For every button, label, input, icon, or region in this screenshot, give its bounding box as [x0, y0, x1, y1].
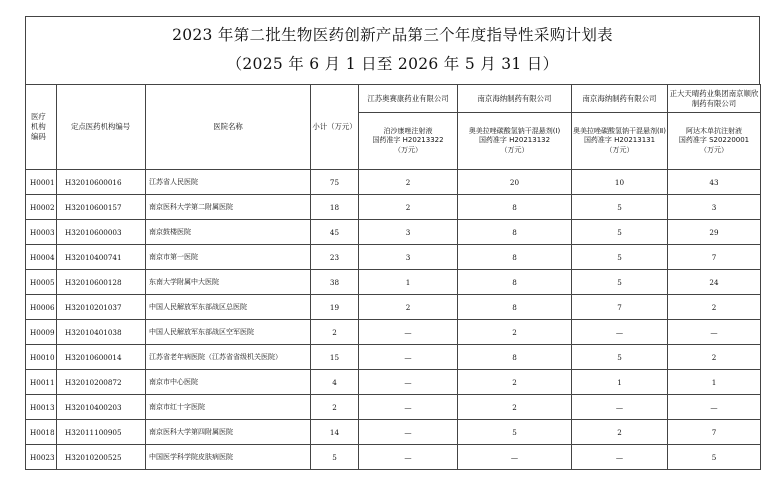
cell-amount: 24: [668, 270, 761, 295]
col-header-product: [359, 113, 458, 170]
cell-hospital-name: 江苏省人民医院: [146, 170, 311, 195]
cell-amount: 7: [572, 295, 668, 320]
cell-amount: —: [668, 395, 761, 420]
cell-amount: —: [359, 445, 458, 470]
cell-amount: 5: [572, 270, 668, 295]
cell-subtotal: 45: [311, 220, 359, 245]
cell-code: H0002: [26, 195, 57, 220]
cell-amount: 8: [458, 245, 572, 270]
cell-amount: 2: [458, 395, 572, 420]
cell-amount: 2: [359, 195, 458, 220]
cell-amount: 10: [572, 170, 668, 195]
cell-hospital-name: 南京市红十字医院: [146, 395, 311, 420]
cell-hospital-name: 南京市第一医院: [146, 245, 311, 270]
cell-inst-no: H32010200525: [57, 445, 146, 470]
cell-code: H0011: [26, 370, 57, 395]
product-approval: 国药准字 S20220001: [678, 136, 750, 145]
page-title: 2023 年第二批生物医药创新产品第三个年度指导性采购计划表: [172, 26, 613, 44]
table-row: [26, 170, 761, 195]
cell-code: H0003: [26, 220, 57, 245]
table-row: [26, 420, 761, 445]
table-row: [26, 345, 761, 370]
cell-inst-no: H32010200872: [57, 370, 146, 395]
cell-amount: —: [359, 395, 458, 420]
col-header-product: [572, 113, 668, 170]
cell-code: H0010: [26, 345, 57, 370]
cell-hospital-name: 东南大学附属中大医院: [146, 270, 311, 295]
cell-inst-no: H32010600016: [57, 170, 146, 195]
table-row: [26, 220, 761, 245]
cell-hospital-name: 江苏省老年病医院（江苏省省级机关医院）: [146, 345, 311, 370]
title-block: [25, 16, 760, 84]
cell-inst-no: H32010400741: [57, 245, 146, 270]
cell-hospital-name: 中国人民解放军东部战区总医院: [146, 295, 311, 320]
cell-code: H0001: [26, 170, 57, 195]
table-row: [26, 370, 761, 395]
col-header-company: 南京海纳制药有限公司: [572, 85, 668, 113]
cell-amount: 8: [458, 220, 572, 245]
cell-inst-no: H32011100905: [57, 420, 146, 445]
cell-amount: 3: [359, 220, 458, 245]
procurement-table: [25, 84, 761, 470]
cell-amount: —: [359, 370, 458, 395]
cell-amount: 20: [458, 170, 572, 195]
cell-amount: 5: [458, 420, 572, 445]
cell-inst-no: H32010600128: [57, 270, 146, 295]
table-row: [26, 245, 761, 270]
col-header-company: 江苏奥赛康药业有限公司: [359, 85, 458, 113]
cell-amount: —: [668, 320, 761, 345]
cell-amount: —: [359, 345, 458, 370]
table-row: [26, 295, 761, 320]
cell-code: H0006: [26, 295, 57, 320]
product-unit: （万元）: [500, 145, 529, 154]
cell-amount: 8: [458, 345, 572, 370]
product-unit: （万元）: [394, 145, 422, 154]
col-header-hospital-name: 医院名称: [146, 85, 311, 170]
cell-amount: 5: [572, 345, 668, 370]
cell-amount: —: [359, 420, 458, 445]
cell-amount: 5: [572, 195, 668, 220]
cell-subtotal: 38: [311, 270, 359, 295]
cell-amount: 2: [572, 420, 668, 445]
table-row: [26, 445, 761, 470]
product-name: 泊沙康唑注射液: [383, 126, 433, 135]
cell-subtotal: 23: [311, 245, 359, 270]
cell-hospital-name: 南京鼓楼医院: [146, 220, 311, 245]
cell-code: H0013: [26, 395, 57, 420]
cell-amount: 7: [668, 420, 761, 445]
col-header-subtotal: 小计（万元）: [311, 85, 359, 170]
cell-inst-no: H32010600014: [57, 345, 146, 370]
cell-amount: —: [458, 445, 572, 470]
cell-subtotal: 18: [311, 195, 359, 220]
cell-amount: 3: [359, 245, 458, 270]
cell-hospital-name: 南京市中心医院: [146, 370, 311, 395]
cell-amount: 43: [668, 170, 761, 195]
cell-amount: 8: [458, 295, 572, 320]
cell-hospital-name: 中国医学科学院皮肤病医院: [146, 445, 311, 470]
cell-amount: 5: [572, 245, 668, 270]
cell-inst-no: H32010600003: [57, 220, 146, 245]
cell-amount: —: [572, 395, 668, 420]
product-approval: 国药准字 H20213131: [583, 136, 656, 145]
cell-inst-no: H32010400203: [57, 395, 146, 420]
cell-hospital-name: 中国人民解放军东部战区空军医院: [146, 320, 311, 345]
table-row: [26, 270, 761, 295]
col-header-company: 正大天晴药业集团南京顺欣制药有限公司: [668, 85, 761, 113]
cell-subtotal: 2: [311, 395, 359, 420]
cell-amount: 2: [359, 170, 458, 195]
cell-code: H0023: [26, 445, 57, 470]
product-name: 奥美拉唑碳酸氢钠干混悬剂(Ⅱ): [573, 126, 666, 135]
cell-amount: 2: [458, 370, 572, 395]
cell-code: H0018: [26, 420, 57, 445]
cell-amount: 3: [668, 195, 761, 220]
cell-code: H0009: [26, 320, 57, 345]
page-subtitle: （2025 年 6 月 1 日至 2026 年 5 月 31 日）: [226, 55, 559, 73]
col-header-company: 南京海纳制药有限公司: [458, 85, 572, 113]
col-header-code-line: 医疗: [31, 112, 46, 121]
col-header-code-line: 编码: [31, 132, 46, 141]
cell-amount: —: [572, 320, 668, 345]
cell-subtotal: 14: [311, 420, 359, 445]
product-approval: 国药准字 H20213132: [478, 136, 551, 145]
product-name: 阿达木单抗注射液: [686, 126, 742, 135]
cell-inst-no: H32010201037: [57, 295, 146, 320]
col-header-code: [26, 85, 57, 170]
cell-amount: 5: [668, 445, 761, 470]
cell-amount: 2: [359, 295, 458, 320]
cell-amount: 7: [668, 245, 761, 270]
cell-subtotal: 19: [311, 295, 359, 320]
cell-amount: 2: [458, 320, 572, 345]
table-row: [26, 320, 761, 345]
cell-amount: 29: [668, 220, 761, 245]
col-header-inst-no: 定点医药机构编号: [57, 85, 146, 170]
cell-hospital-name: 南京医科大学第四附属医院: [146, 420, 311, 445]
cell-subtotal: 75: [311, 170, 359, 195]
table-row: [26, 195, 761, 220]
cell-subtotal: 4: [311, 370, 359, 395]
cell-amount: 2: [668, 295, 761, 320]
procurement-plan-sheet: [25, 16, 760, 470]
cell-amount: 5: [572, 220, 668, 245]
cell-subtotal: 2: [311, 320, 359, 345]
product-unit: （万元）: [605, 145, 634, 154]
cell-amount: 1: [668, 370, 761, 395]
col-header-product: [668, 113, 761, 170]
table-row: [26, 395, 761, 420]
cell-hospital-name: 南京医科大学第二附属医院: [146, 195, 311, 220]
cell-code: H0004: [26, 245, 57, 270]
cell-amount: 1: [572, 370, 668, 395]
cell-amount: —: [572, 445, 668, 470]
cell-inst-no: H32010401038: [57, 320, 146, 345]
cell-amount: —: [359, 320, 458, 345]
cell-amount: 1: [359, 270, 458, 295]
cell-amount: 8: [458, 270, 572, 295]
product-unit: （万元）: [700, 145, 728, 154]
cell-subtotal: 5: [311, 445, 359, 470]
cell-amount: 8: [458, 195, 572, 220]
cell-inst-no: H32010600157: [57, 195, 146, 220]
col-header-code-line: 机构: [31, 122, 46, 131]
cell-subtotal: 15: [311, 345, 359, 370]
cell-amount: 2: [668, 345, 761, 370]
table-header-row: [26, 85, 761, 113]
product-name: 奥美拉唑碳酸氢钠干混悬剂(Ⅰ): [468, 126, 561, 135]
product-approval: 国药准字 H20213322: [372, 136, 444, 145]
col-header-product: [458, 113, 572, 170]
cell-code: H0005: [26, 270, 57, 295]
